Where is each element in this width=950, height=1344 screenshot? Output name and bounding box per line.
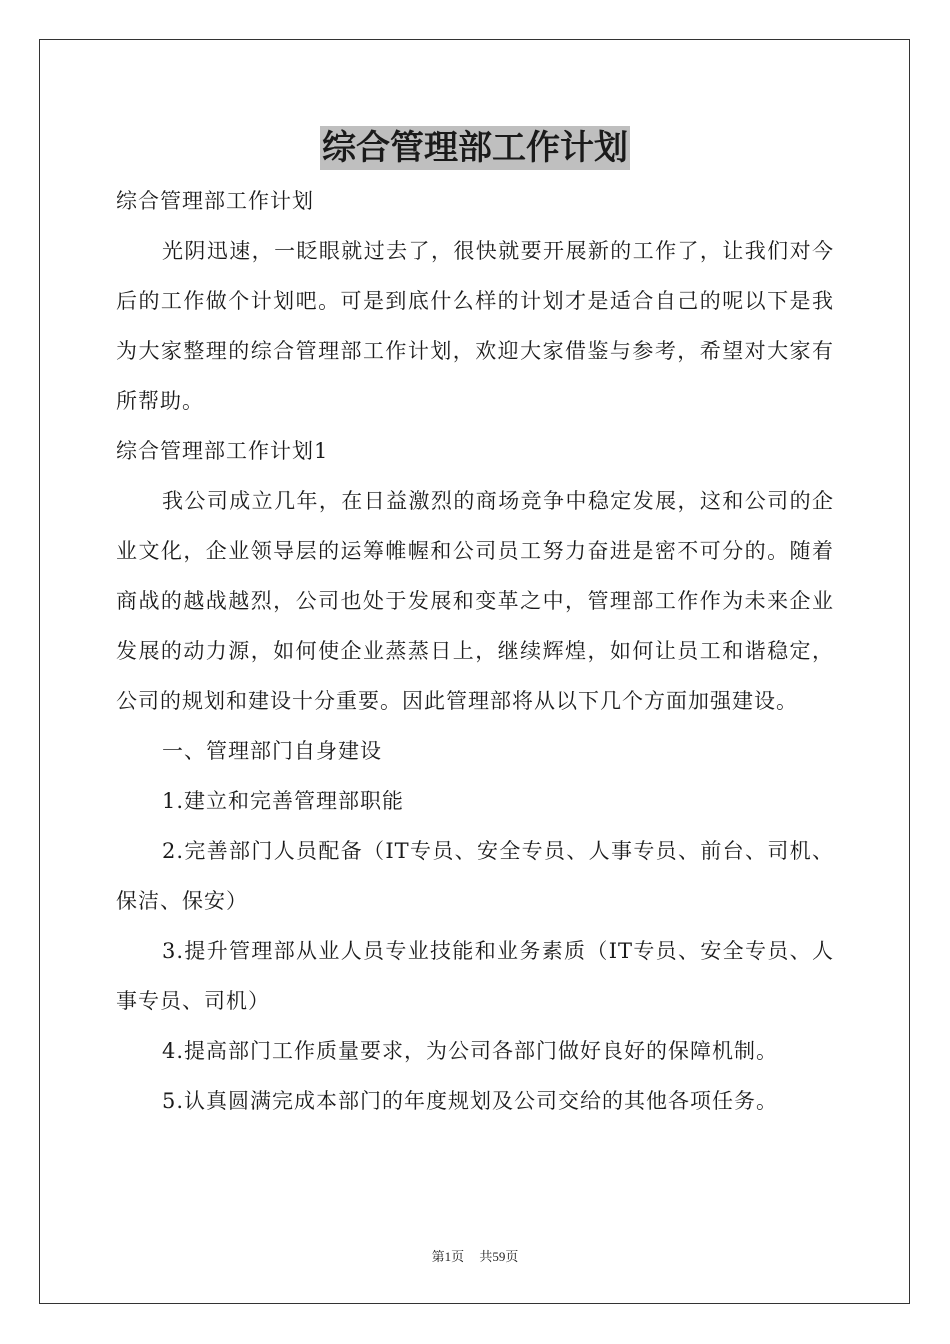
document-title: 综合管理部工作计划 — [322, 128, 628, 168]
page-footer — [0, 1246, 950, 1265]
list-item: 3.提升管理部从业人员专业技能和业务素质（IT专员、安全专员、人事专员、司机） — [116, 939, 834, 1013]
list-item: 2.完善部门人员配备（IT专员、安全专员、人事专员、前台、司机、保洁、保安） — [116, 839, 834, 913]
paragraph: 光阴迅速，一眨眼就过去了，很快就要开展新的工作了，让我们对今后的工作做个计划吧。可是到底什么样的计划才是适合自己的呢以下是我为大家整理的综合管理部工作计划，欢迎大家借鉴与参考，希望对大家有所帮助。 — [116, 239, 834, 413]
page-total: 共59页 — [479, 1249, 519, 1264]
list-item: 1.建立和完善管理部职能 — [162, 789, 405, 813]
list-item: 4.提高部门工作质量要求，为公司各部门做好良好的保障机制。 — [162, 1039, 779, 1063]
list-item: 5.认真圆满完成本部门的年度规划及公司交给的其他各项任务。 — [162, 1089, 779, 1113]
section-heading: 一、管理部门自身建设 — [162, 739, 382, 763]
page-number: 第1页 — [431, 1249, 465, 1264]
paragraph: 综合管理部工作计划1 — [116, 439, 329, 463]
paragraph: 综合管理部工作计划 — [116, 189, 314, 213]
title-wrap — [0, 126, 950, 170]
paragraph: 我公司成立几年，在日益激烈的商场竞争中稳定发展，这和公司的企业文化，企业领导层的运筹帷幄和公司员工努力奋进是密不可分的。随着商战的越战越烈，公司也处于发展和变革之中，管理部工作作为未来企业发展的动力源，如何使企业蒸蒸日上，继续辉煌，如何让员工和谐稳定，公司的规划和建设十分重要。因此管理部将从以下几个方面加强建设。 — [116, 489, 834, 713]
document-body — [116, 176, 834, 1126]
